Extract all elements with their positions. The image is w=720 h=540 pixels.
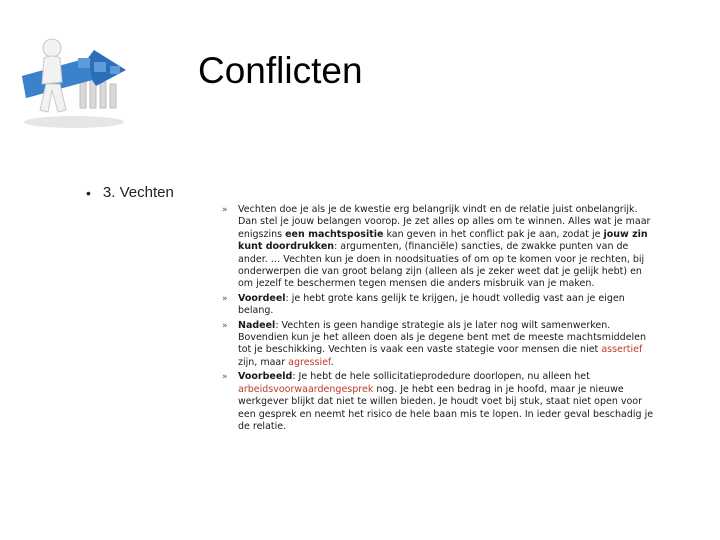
bullet-dot-icon: • (86, 184, 91, 201)
sub-marker-icon: » (222, 372, 228, 383)
assertief-link[interactable]: assertief (601, 344, 643, 356)
list-item: » Voordeel: je hebt grote kans gelijk te krijgen, je houdt volledig vast aan je eigen belang. (222, 292, 625, 317)
list-item: » Voorbeeld: Je hebt de hele sollicitatieprodedure doorlopen, nu alleen het arbeidsvoorwaardengesprek nog. Je hebt een bedrag in je hoofd, maar je nieuwe werkgever blijkt dat niet te willen bieden. Je houdt voet bij stuk, staat niet open voor een gesprek en neemt het risico de hele baan mis te lopen. In ieder geval beschadig je de relatie. (222, 371, 654, 432)
sub-bullet-list (222, 204, 658, 435)
people-pushing-arrow-icon (18, 36, 130, 130)
slide-title: Conflicten (198, 50, 363, 91)
sub-marker-icon: » (222, 293, 228, 304)
arbeidsvoorwaardengesprek-link[interactable]: arbeidsvoorwaardengesprek (238, 383, 374, 395)
agressief-link[interactable]: agressief (288, 356, 331, 368)
sub-marker-icon: » (222, 205, 228, 215)
main-bullet (86, 184, 174, 201)
list-item: » Nadeel: Vechten is geen handige strategie als je later nog wilt samenwerken. Bovendien kun je het alleen doen als je degene bent met de meeste machtsmiddelen tot je beschikking. Vechten is vaak een vaste stategie voor mensen die niet assertief zijn, maar agressief. (222, 319, 647, 368)
list-item: » Vechten doe je als je de kwestie erg belangrijk vindt en de relatie juist onbelangrijk. Dan stel je jouw belangen voorop. Je zet alles op alles om te winnen. Alles wat je maar enigszins een machtspositie kan geven in het conflict pak je aan, zodat je jouw zin kunt doordrukken: argumenten, (financiële) sancties, de zwakke punten van de ander. … Vechten kun je doen in noodsituaties of om op te komen voor je rechten, bij onderwerpen die van groot belang zijn (alleen als je zeker weet dat je gelijk hebt) en om jezelf te beschermen tegen mensen die anders misbruik van je maken. (222, 204, 651, 290)
sub-marker-icon: » (222, 320, 228, 331)
main-bullet-label: 3. Vechten (102, 184, 174, 201)
